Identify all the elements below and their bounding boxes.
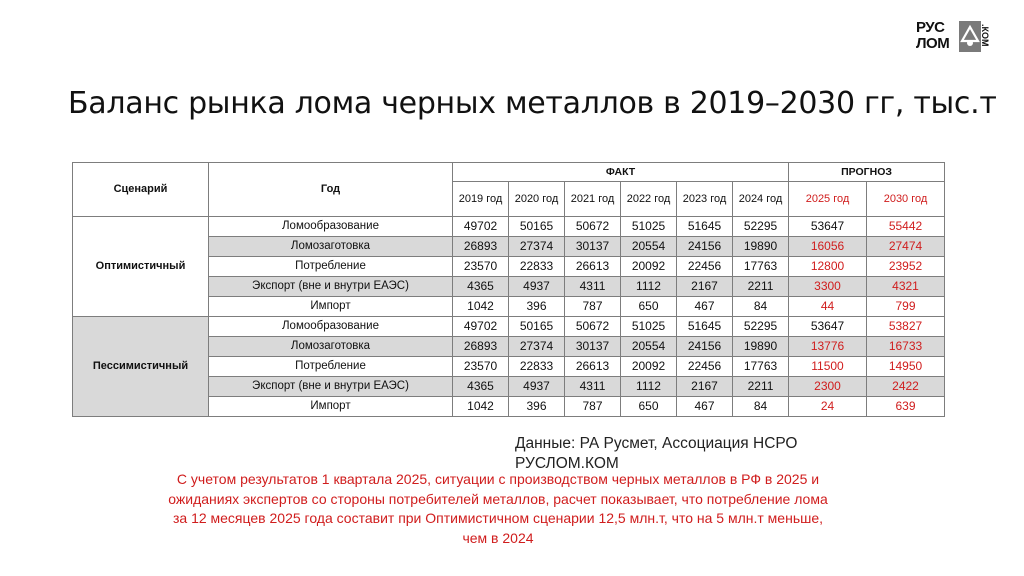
fact-value: 51025 xyxy=(621,217,677,237)
fact-value: 4311 xyxy=(565,277,621,297)
table-row xyxy=(73,317,945,337)
fact-value: 22833 xyxy=(509,357,565,377)
header-year-fact: 2019 год xyxy=(453,182,509,217)
forecast-value: 53647 xyxy=(789,217,867,237)
logo-side-text: .КОМ xyxy=(980,24,990,47)
forecast-value: 12800 xyxy=(789,257,867,277)
logo-wordmark xyxy=(916,20,949,52)
header-year-forecast: 2025 год xyxy=(789,182,867,217)
fact-value: 49702 xyxy=(453,217,509,237)
forecast-value: 24 xyxy=(789,397,867,417)
fact-value: 20092 xyxy=(621,357,677,377)
fact-value: 84 xyxy=(733,397,789,417)
fact-value: 50672 xyxy=(565,217,621,237)
fact-value: 1042 xyxy=(453,297,509,317)
fact-value: 26893 xyxy=(453,237,509,257)
logo-line-1: РУС xyxy=(916,19,945,36)
forecast-value: 2422 xyxy=(867,377,945,397)
header-year-fact: 2024 год xyxy=(733,182,789,217)
fact-value: 26613 xyxy=(565,357,621,377)
data-source xyxy=(515,434,797,474)
fact-value: 2211 xyxy=(733,377,789,397)
header-scenario: Сценарий xyxy=(73,163,209,217)
fact-value: 467 xyxy=(677,297,733,317)
fact-value: 22833 xyxy=(509,257,565,277)
row-label: Экспорт (вне и внутри ЕАЭС) xyxy=(209,377,453,397)
logo-line-2: ЛОМ xyxy=(916,35,950,52)
forecast-value: 2300 xyxy=(789,377,867,397)
row-label: Импорт xyxy=(209,297,453,317)
fact-value: 51025 xyxy=(621,317,677,337)
fact-value: 4311 xyxy=(565,377,621,397)
fact-value: 22456 xyxy=(677,357,733,377)
fact-value: 84 xyxy=(733,297,789,317)
source-line-2: РУСЛОМ.КОМ xyxy=(515,455,619,472)
ruslom-logo xyxy=(916,19,990,56)
fact-value: 50165 xyxy=(509,217,565,237)
fact-value: 23570 xyxy=(453,357,509,377)
fact-value: 27374 xyxy=(509,237,565,257)
logo-emblem-icon xyxy=(959,21,981,52)
fact-value: 30137 xyxy=(565,337,621,357)
fact-value: 49702 xyxy=(453,317,509,337)
fact-value: 396 xyxy=(509,297,565,317)
fact-value: 20092 xyxy=(621,257,677,277)
row-label: Ломообразование xyxy=(209,317,453,337)
fact-value: 22456 xyxy=(677,257,733,277)
forecast-value: 27474 xyxy=(867,237,945,257)
forecast-value: 44 xyxy=(789,297,867,317)
fact-value: 1112 xyxy=(621,377,677,397)
row-label: Потребление xyxy=(209,257,453,277)
header-forecast: ПРОГНОЗ xyxy=(789,163,945,182)
forecast-value: 11500 xyxy=(789,357,867,377)
row-label: Ломообразование xyxy=(209,217,453,237)
fact-value: 19890 xyxy=(733,237,789,257)
row-label: Ломозаготовка xyxy=(209,337,453,357)
forecast-value: 799 xyxy=(867,297,945,317)
fact-value: 650 xyxy=(621,297,677,317)
fact-value: 50672 xyxy=(565,317,621,337)
fact-value: 396 xyxy=(509,397,565,417)
forecast-value: 55442 xyxy=(867,217,945,237)
fact-value: 467 xyxy=(677,397,733,417)
fact-value: 20554 xyxy=(621,237,677,257)
row-label: Экспорт (вне и внутри ЕАЭС) xyxy=(209,277,453,297)
fact-value: 4365 xyxy=(453,277,509,297)
forecast-note: С учетом результатов 1 квартала 2025, ситуации с производством черных металлов в РФ в 2025 и ожиданиях экспертов со стороны потребителей металлов, расчет показывает, что потребление лома за 12 месяцев 2025 года составит при Оптимистичном сценарии 12,5 млн.т, что на 5 млн.т меньше, чем в 2024 xyxy=(168,471,828,546)
fact-value: 787 xyxy=(565,297,621,317)
header-row-groups xyxy=(73,163,945,182)
fact-value: 30137 xyxy=(565,237,621,257)
fact-value: 52295 xyxy=(733,217,789,237)
fact-value: 24156 xyxy=(677,337,733,357)
row-label: Ломозаготовка xyxy=(209,237,453,257)
scenario-name: Оптимистичный xyxy=(73,217,209,317)
forecast-value: 639 xyxy=(867,397,945,417)
forecast-value: 3300 xyxy=(789,277,867,297)
fact-value: 2167 xyxy=(677,277,733,297)
fact-value: 19890 xyxy=(733,337,789,357)
fact-value: 51645 xyxy=(677,317,733,337)
fact-value: 1112 xyxy=(621,277,677,297)
forecast-value: 13776 xyxy=(789,337,867,357)
fact-value: 20554 xyxy=(621,337,677,357)
row-label: Импорт xyxy=(209,397,453,417)
page-title: Баланс рынка лома черных металлов в 2019–2030 гг, тыс.т xyxy=(68,86,997,121)
fact-value: 51645 xyxy=(677,217,733,237)
forecast-value: 4321 xyxy=(867,277,945,297)
fact-value: 23570 xyxy=(453,257,509,277)
fact-value: 27374 xyxy=(509,337,565,357)
fact-value: 26893 xyxy=(453,337,509,357)
row-label: Потребление xyxy=(209,357,453,377)
forecast-value: 16733 xyxy=(867,337,945,357)
scrap-balance-table xyxy=(72,162,945,417)
fact-value: 4937 xyxy=(509,277,565,297)
fact-value: 17763 xyxy=(733,357,789,377)
table-row xyxy=(73,217,945,237)
forecast-value: 23952 xyxy=(867,257,945,277)
fact-value: 52295 xyxy=(733,317,789,337)
header-year-forecast: 2030 год xyxy=(867,182,945,217)
forecast-value: 53827 xyxy=(867,317,945,337)
source-line-1: Данные: РА Русмет, Ассоциация НСРО xyxy=(515,435,798,452)
header-year-fact: 2021 год xyxy=(565,182,621,217)
header-year: Год xyxy=(209,163,453,217)
forecast-value: 14950 xyxy=(867,357,945,377)
fact-value: 17763 xyxy=(733,257,789,277)
fact-value: 4365 xyxy=(453,377,509,397)
fact-value: 1042 xyxy=(453,397,509,417)
fact-value: 2167 xyxy=(677,377,733,397)
forecast-value: 16056 xyxy=(789,237,867,257)
header-fact: ФАКТ xyxy=(453,163,789,182)
forecast-value: 53647 xyxy=(789,317,867,337)
header-year-fact: 2022 год xyxy=(621,182,677,217)
scenario-name: Пессимистичный xyxy=(73,317,209,417)
fact-value: 787 xyxy=(565,397,621,417)
header-year-fact: 2020 год xyxy=(509,182,565,217)
header-year-fact: 2023 год xyxy=(677,182,733,217)
fact-value: 24156 xyxy=(677,237,733,257)
fact-value: 26613 xyxy=(565,257,621,277)
fact-value: 650 xyxy=(621,397,677,417)
fact-value: 4937 xyxy=(509,377,565,397)
fact-value: 2211 xyxy=(733,277,789,297)
fact-value: 50165 xyxy=(509,317,565,337)
